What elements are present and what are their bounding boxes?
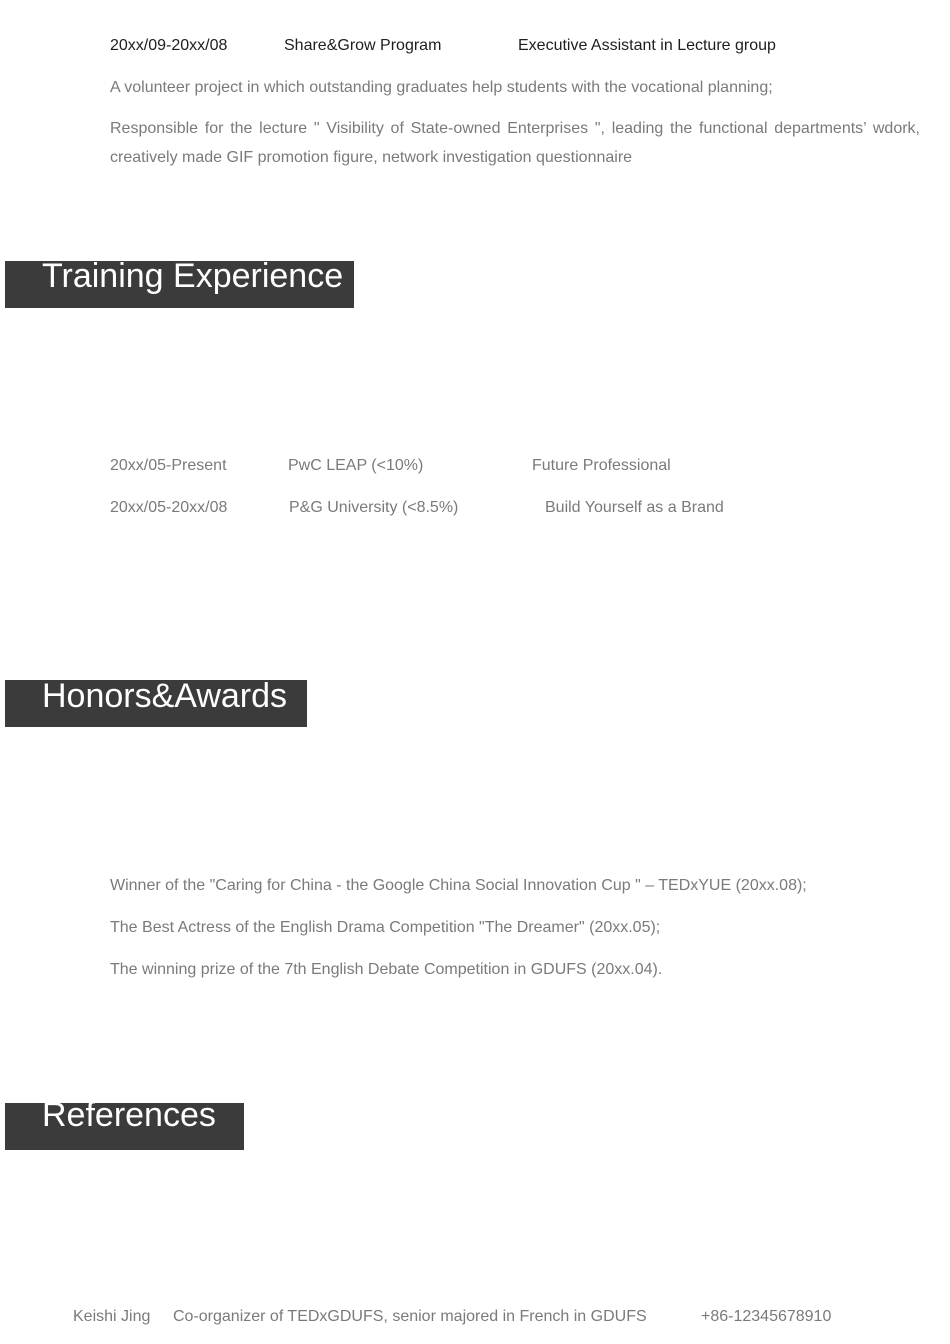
training-result: Build Yourself as a Brand — [545, 499, 724, 516]
experience-description-2: Responsible for the lecture " Visibility of State-owned Enterprises ", leading the functional departments’ wdork, creatively made GIF promotion figure, network investigation questionnaire — [110, 120, 920, 166]
honors-section-title: Honors&Awards — [42, 677, 288, 715]
training-program: PwC LEAP (<10%) — [288, 457, 424, 474]
reference-phone: +86-12345678910 — [701, 1308, 832, 1325]
training-date: 20xx/05-Present — [110, 457, 227, 474]
training-result: Future Professional — [532, 457, 671, 474]
honor-item: The winning prize of the 7th English Debate Competition in GDUFS (20xx.04). — [110, 961, 663, 978]
honor-item: Winner of the "Caring for China - the Google China Social Innovation Cup " – TEDxYUE (20xx.08); — [110, 877, 807, 894]
reference-description: Co-organizer of TEDxGDUFS, senior majored in French in GDUFS — [173, 1308, 647, 1325]
experience-date: 20xx/09-20xx/08 — [110, 37, 228, 54]
experience-description-1: A volunteer project in which outstanding graduates help students with the vocational planning; — [110, 79, 773, 96]
training-section-title: Training Experience — [42, 257, 344, 295]
experience-role: Executive Assistant in Lecture group — [518, 37, 776, 54]
training-program: P&G University (<8.5%) — [289, 499, 459, 516]
training-date: 20xx/05-20xx/08 — [110, 499, 228, 516]
honor-item: The Best Actress of the English Drama Competition "The Dreamer" (20xx.05); — [110, 919, 661, 936]
experience-organization: Share&Grow Program — [284, 37, 442, 54]
reference-name: Keishi Jing — [73, 1308, 151, 1325]
references-section-title: References — [42, 1096, 216, 1134]
